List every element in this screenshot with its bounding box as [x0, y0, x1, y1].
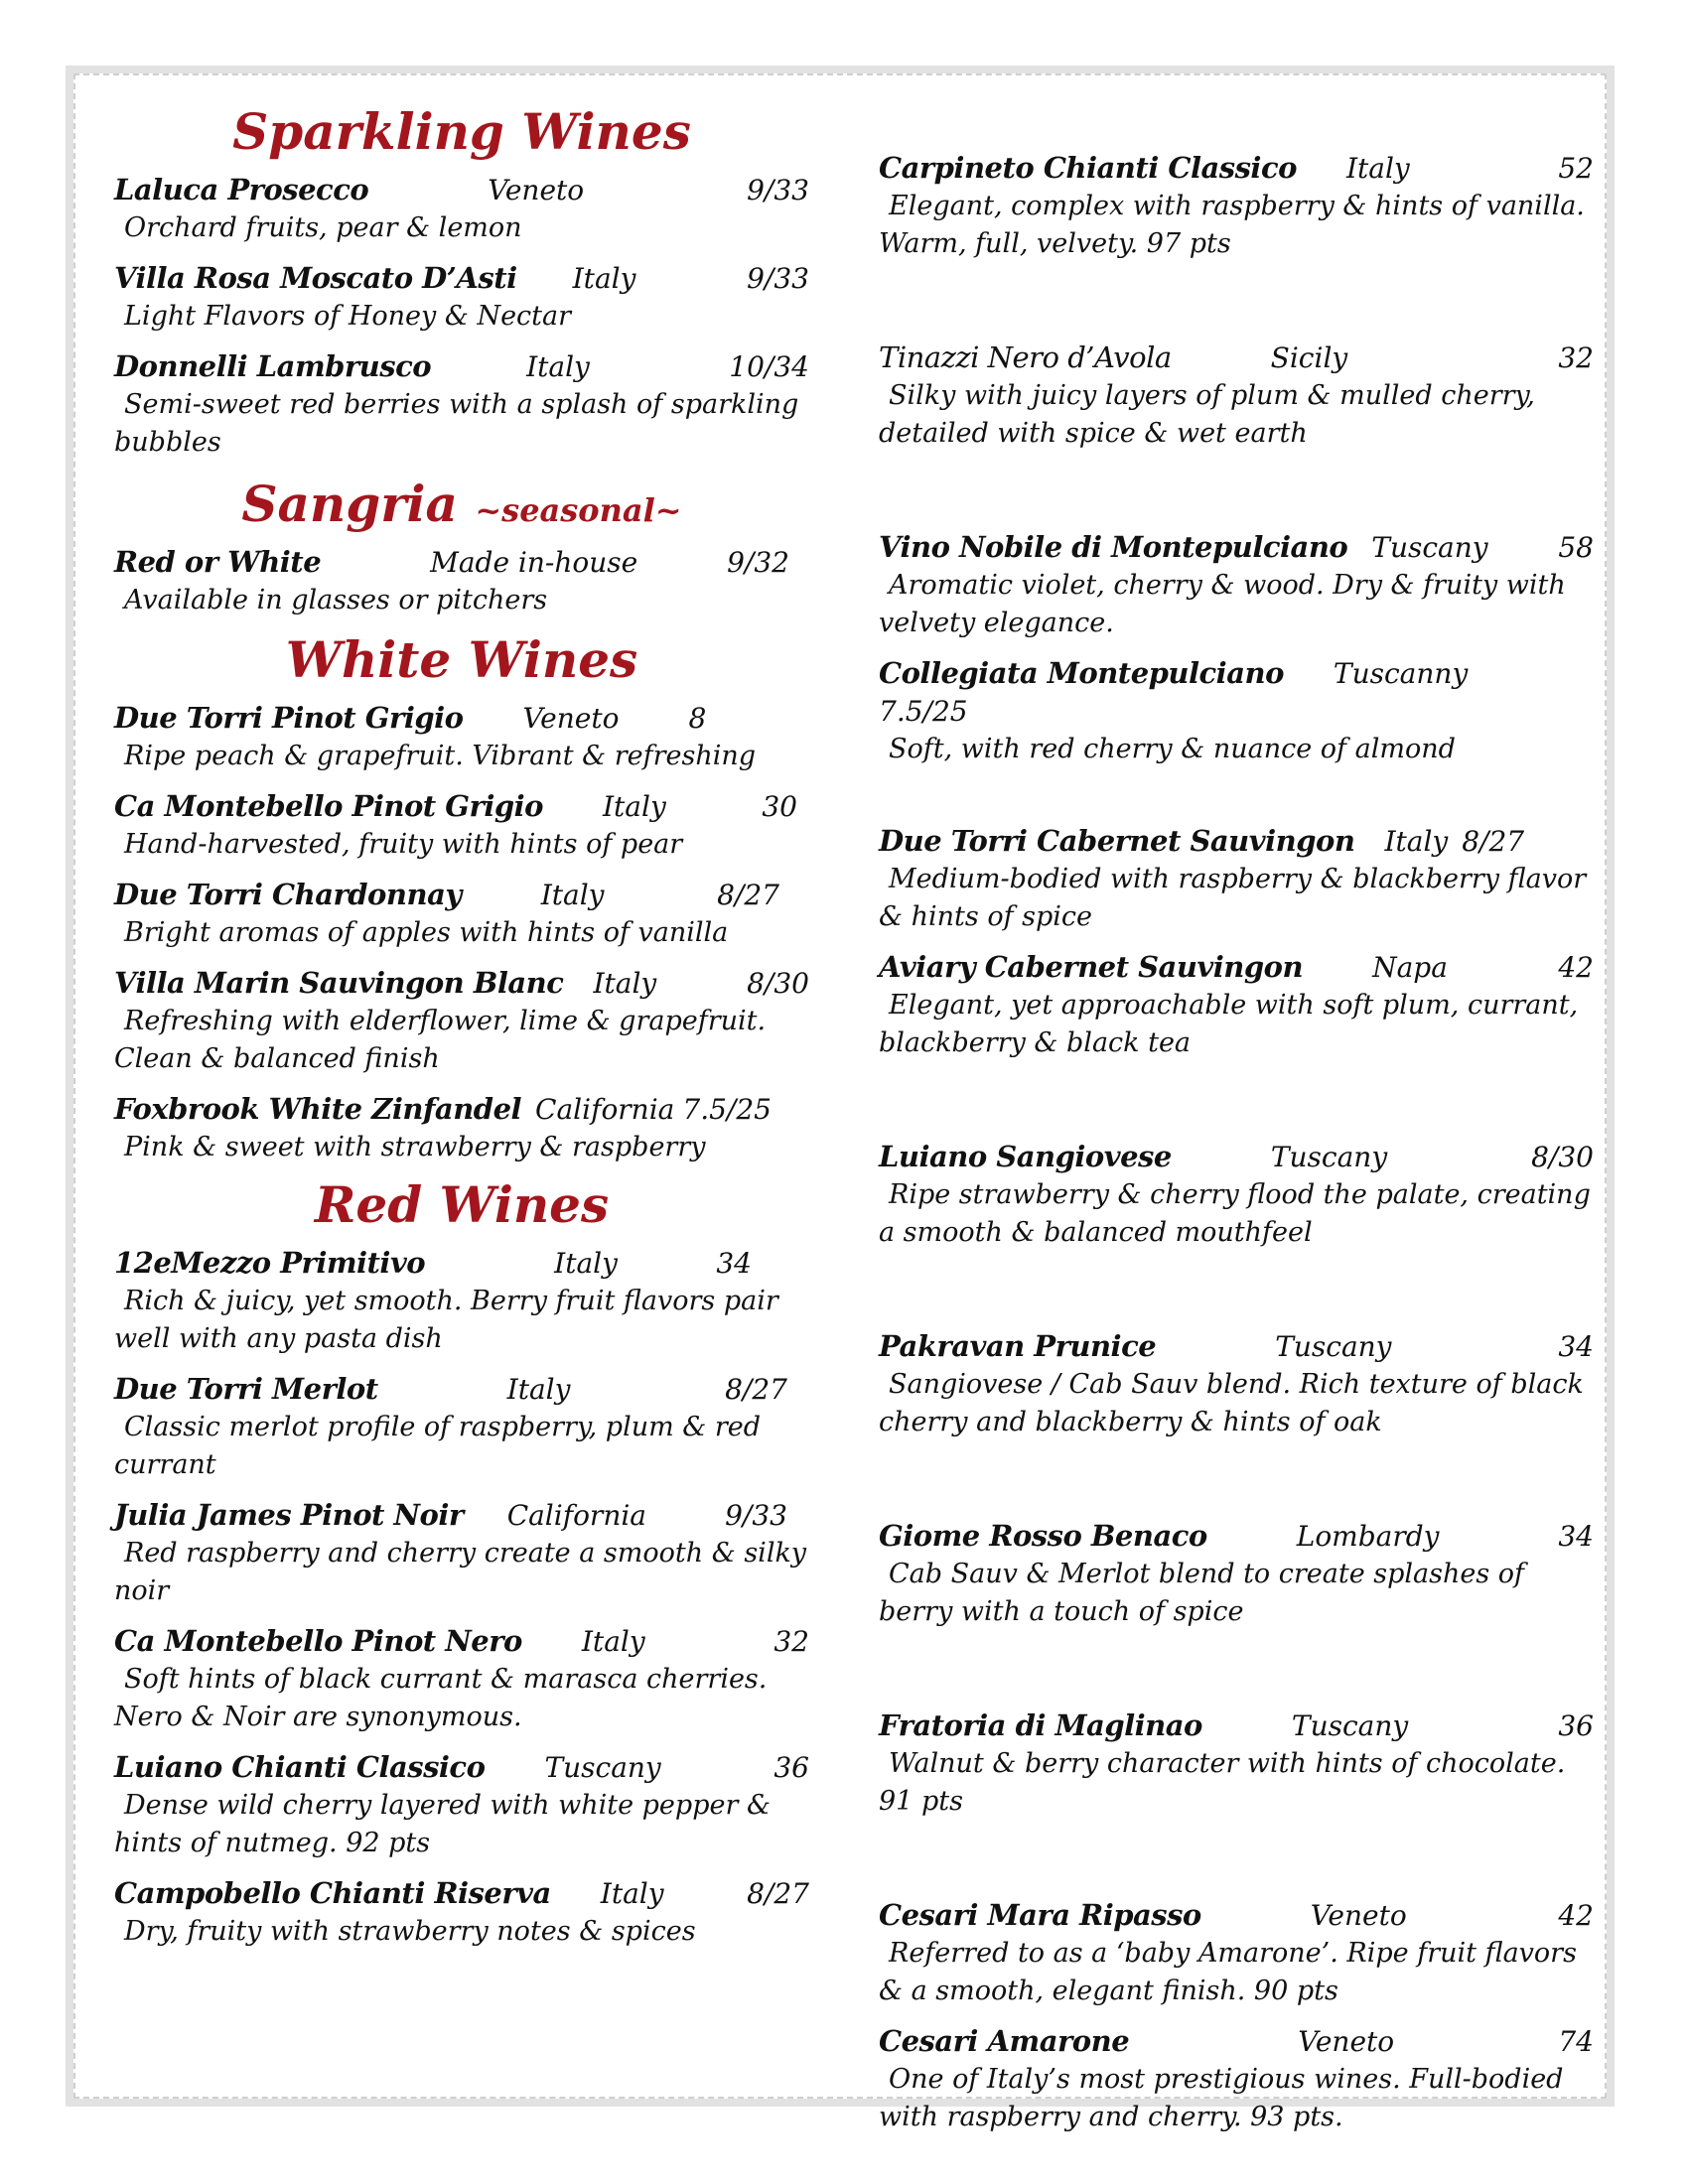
menu-item — [114, 171, 809, 247]
menu-item — [114, 964, 809, 1078]
wine-name: Due Torri Chardonnay — [114, 878, 462, 911]
wine-price: 8/27 — [717, 879, 779, 911]
wine-description: Light Flavors of Honey & Nectar — [124, 301, 572, 332]
wine-region: Tuscany — [1270, 1141, 1388, 1173]
wine-name: Due Torri Cabernet Sauvingon — [879, 824, 1355, 858]
wine-name: Tinazzi Nero d’Avola — [879, 341, 1172, 374]
wine-name: Campobello Chianti Riserva — [114, 1876, 551, 1910]
left-column — [114, 102, 809, 1963]
menu-item — [114, 1622, 809, 1736]
menu-item — [114, 787, 809, 864]
wine-price: 10/34 — [729, 350, 809, 383]
wine-description: Rich & juicy, yet smooth. Berry fruit flavors pair well with any pasta dish — [114, 1286, 778, 1354]
menu-item — [114, 543, 809, 619]
wine-name: Red or White — [114, 545, 322, 579]
wine-price: 7.5/25 — [682, 1093, 772, 1126]
menu-item — [114, 699, 809, 775]
wine-price: 30 — [762, 790, 797, 823]
wine-price: 7.5/25 — [879, 695, 968, 728]
menu-item — [879, 1517, 1594, 1631]
wine-description: Medium-bodied with raspberry & blackberry flavor & hints of spice — [879, 864, 1587, 932]
wine-region: Napa — [1372, 951, 1448, 984]
menu-item — [879, 1706, 1594, 1821]
menu-item — [114, 1496, 809, 1610]
wine-region: Italy — [1384, 825, 1449, 858]
wine-description: Dense wild cherry layered with white pepper & hints of nutmeg. 92 pts — [114, 1790, 771, 1858]
section-title-sparkling: Sparkling Wines — [232, 102, 691, 161]
wine-region: Tuscanny — [1333, 657, 1469, 690]
wine-price: 42 — [1558, 1899, 1594, 1932]
section-title-white: White Wines — [285, 630, 638, 689]
wine-description: Refreshing with elderflower, lime & grapefruit. Clean & balanced finish — [114, 1006, 767, 1074]
wine-price: 32 — [1558, 341, 1594, 374]
section-title-red: Red Wines — [314, 1175, 610, 1234]
wine-description: Ripe peach & grapefruit. Vibrant & refreshing — [124, 741, 757, 771]
menu-item — [879, 2022, 1594, 2136]
wine-description: Sangiovese / Cab Sauv blend. Rich texture of black cherry and blackberry & hints of oak — [879, 1369, 1584, 1437]
wine-region: Italy — [506, 1373, 571, 1406]
wine-description: Available in glasses or pitchers — [124, 585, 548, 615]
wine-region: Italy — [1345, 152, 1410, 185]
wine-name: Collegiata Montepulciano — [879, 656, 1284, 690]
menu-item — [114, 259, 809, 336]
wine-price: 9/33 — [747, 262, 809, 295]
wine-price: 36 — [1558, 1709, 1594, 1742]
wine-description: Silky with juicy layers of plum & mulled cherry, detailed with spice & wet earth — [879, 380, 1535, 449]
menu-item — [879, 948, 1594, 1062]
wine-name: Due Torri Merlot — [114, 1372, 378, 1406]
menu-item — [879, 1327, 1594, 1441]
wine-name: Fratoria di Maglinao — [879, 1708, 1202, 1742]
wine-region: Italy — [526, 350, 590, 383]
wine-name: Carpineto Chianti Classico — [879, 151, 1297, 185]
wine-description: Red raspberry and cherry create a smooth & silky noir — [114, 1538, 807, 1606]
wine-name: Foxbrook White Zinfandel — [114, 1092, 522, 1126]
wine-price: 8/30 — [1531, 1141, 1594, 1173]
wine-name: Cesari Mara Ripasso — [879, 1898, 1201, 1932]
wine-region: Veneto — [1310, 1899, 1407, 1932]
wine-price: 9/33 — [747, 174, 809, 206]
wine-name: Giome Rosso Benaco — [879, 1519, 1207, 1553]
wine-region: Veneto — [1298, 2025, 1395, 2058]
right-column — [879, 149, 1594, 2148]
wine-description: Walnut & berry character with hints of chocolate. 91 pts — [879, 1748, 1566, 1817]
wine-region: Tuscany — [1371, 531, 1488, 564]
wine-region: Italy — [593, 967, 657, 1000]
wine-region: Lombardy — [1296, 1520, 1440, 1553]
wine-description: Soft, with red cherry & nuance of almond — [889, 734, 1456, 764]
wine-name: Pakravan Prunice — [879, 1329, 1157, 1363]
wine-description: Hand-harvested, fruity with hints of pear — [124, 829, 683, 860]
menu-item — [879, 149, 1594, 263]
wine-price: 9/33 — [725, 1499, 787, 1532]
menu-item — [879, 339, 1594, 453]
wine-region: Tuscany — [1291, 1709, 1409, 1742]
wine-description: Semi-sweet red berries with a splash of sparkling bubbles — [114, 389, 799, 458]
wine-price: 58 — [1558, 531, 1594, 564]
wine-name: Luiano Chianti Classico — [114, 1750, 486, 1784]
wine-region: Italy — [581, 1625, 645, 1658]
section-title-sangria — [114, 475, 809, 533]
sangria-title-text: Sangria — [241, 475, 458, 533]
menu-item — [879, 822, 1594, 936]
wine-name: 12eMezzo Primitivo — [114, 1246, 426, 1280]
menu-item — [114, 1370, 809, 1484]
wine-price: 34 — [1558, 1520, 1594, 1553]
wine-region: Veneto — [488, 174, 585, 206]
menu-item — [879, 654, 1594, 768]
wine-region: Made in-house — [430, 546, 638, 579]
wine-name: Donnelli Lambrusco — [114, 349, 432, 383]
wine-name: Ca Montebello Pinot Nero — [114, 1624, 522, 1658]
wine-name: Villa Rosa Moscato D’Asti — [114, 261, 517, 295]
wine-region: Sicily — [1270, 341, 1348, 374]
menu-item — [114, 1748, 809, 1862]
wine-price: 74 — [1558, 2025, 1594, 2058]
wine-price: 8/27 — [1462, 825, 1525, 858]
wine-description: Elegant, complex with raspberry & hints of vanilla. Warm, full, velvety. 97 pts — [879, 191, 1585, 259]
wine-price: 36 — [774, 1751, 809, 1784]
wine-description: Orchard fruits, pear & lemon — [124, 212, 522, 243]
menu-item — [114, 1874, 809, 1951]
wine-region: Italy — [540, 879, 605, 911]
wine-price: 52 — [1558, 152, 1594, 185]
wine-price: 8/27 — [725, 1373, 787, 1406]
wine-name: Cesari Amarone — [879, 2024, 1130, 2058]
menu-item — [879, 1896, 1594, 2010]
wine-price: 42 — [1558, 951, 1594, 984]
wine-price: 8/27 — [747, 1877, 809, 1910]
wine-name: Julia James Pinot Noir — [114, 1498, 464, 1532]
menu-item — [114, 876, 809, 952]
wine-description: One of Italy’s most prestigious wines. Full-bodied with raspberry and cherry. 93 pts. — [879, 2064, 1564, 2132]
menu-item — [114, 1090, 809, 1166]
wine-description: Cab Sauv & Merlot blend to create splashes of berry with a touch of spice — [879, 1559, 1525, 1627]
wine-price: 34 — [1558, 1330, 1594, 1363]
wine-region: Italy — [554, 1247, 618, 1280]
wine-description: Soft hints of black currant & marasca cherries. Nero & Noir are synonymous. — [114, 1664, 768, 1732]
wine-description: Dry, fruity with strawberry notes & spices — [124, 1916, 696, 1947]
wine-region: Italy — [572, 262, 636, 295]
wine-description: Ripe strawberry & cherry flood the palate, creating a smooth & balanced mouthfeel — [879, 1179, 1591, 1248]
menu-item — [879, 1138, 1594, 1252]
wine-name: Due Torri Pinot Grigio — [114, 701, 464, 735]
menu-item — [879, 528, 1594, 642]
wine-region: Italy — [600, 1877, 664, 1910]
wine-name: Villa Marin Sauvingon Blanc — [114, 966, 564, 1000]
wine-description: Pink & sweet with strawberry & raspberry — [124, 1132, 706, 1162]
wine-price: 8 — [688, 702, 707, 735]
wine-region: Veneto — [522, 702, 620, 735]
wine-description: Elegant, yet approachable with soft plum, currant, blackberry & black tea — [879, 990, 1579, 1058]
sangria-title-suffix: ~seasonal~ — [475, 491, 682, 529]
wine-region: Tuscany — [544, 1751, 661, 1784]
wine-price: 32 — [774, 1625, 809, 1658]
wine-description: Aromatic violet, cherry & wood. Dry & fruity with velvety elegance. — [879, 570, 1566, 638]
wine-description: Referred to as a ‘baby Amarone’. Ripe fruit flavors & a smooth, elegant finish. 90 pts — [879, 1938, 1577, 2006]
wine-name: Luiano Sangiovese — [879, 1140, 1172, 1173]
menu-item — [114, 1244, 809, 1358]
wine-description: Classic merlot profile of raspberry, plum & red currant — [114, 1412, 762, 1480]
wine-price: 34 — [716, 1247, 752, 1280]
wine-region: Tuscany — [1275, 1330, 1392, 1363]
wine-region: Italy — [602, 790, 666, 823]
wine-name: Ca Montebello Pinot Grigio — [114, 789, 543, 823]
wine-region: California — [535, 1093, 675, 1126]
menu-item — [114, 347, 809, 462]
wine-name: Aviary Cabernet Sauvingon — [879, 950, 1304, 984]
wine-region: California — [506, 1499, 647, 1532]
wine-name: Laluca Prosecco — [114, 173, 369, 206]
wine-price: 8/30 — [747, 967, 809, 1000]
wine-description: Bright aromas of apples with hints of vanilla — [124, 917, 729, 948]
wine-name: Vino Nobile di Montepulciano — [879, 530, 1348, 564]
wine-price: 9/32 — [727, 546, 789, 579]
